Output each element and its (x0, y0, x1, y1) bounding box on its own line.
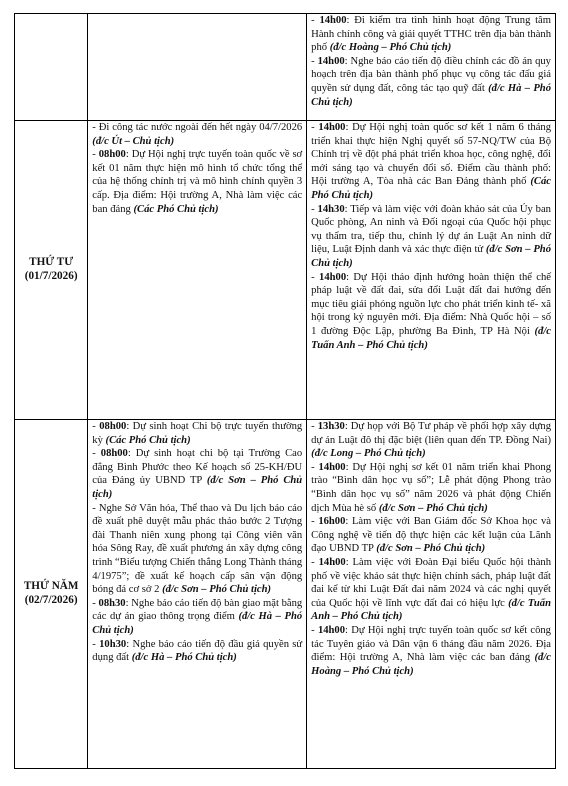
entry-time: 14h00 (318, 556, 346, 568)
schedule-entry: - 16h00: Làm việc với Ban Giám đốc Sở Khoa học và Công nghệ về tiến độ thực hiện các kết luận của Lãnh đạo UBND TP (đ/c Sơn – Phó Chủ tịch) (311, 516, 551, 555)
entry-text: : Dự họp với Bộ Tư pháp về phối hợp xây dựng dự án Luật đô thị đặc biệt (liên quan đến TP. Đồng Nai) (311, 421, 551, 446)
morning-cell (88, 121, 307, 420)
schedule-entry: - Nghe Sở Văn hóa, Thể thao và Du lịch báo cáo đề xuất phê duyệt mẫu phác thảo bước 2 Tượng đài Thanh niên xung phong tại Công viên văn hóa Sông Ray, đề xuất phương án xây dựng công trình “Biểu tượng Chiến thắng Long Thành tháng 4/1975”; đề xuất kế hoạch cấp sân vận động bóng đá cơ sở 2 (đ/c Sơn – Phó Chủ tịch) (92, 502, 303, 596)
entry-person: (Các Phó Chủ tịch) (311, 176, 551, 201)
entry-time: 08h00 (99, 421, 127, 432)
entry-person: (đ/c Tuấn Anh – Phó Chủ tịch) (311, 325, 551, 351)
entry-text: : Dự sinh hoạt Chi bộ trực tuyến thường kỳ (92, 421, 303, 446)
entry-person: (Các Phó Chủ tịch) (133, 203, 219, 215)
schedule-entry: - 13h30: Dự họp với Bộ Tư pháp về phối hợp xây dựng dự án Luật đô thị đặc biệt (liên quan đến TP. Đồng Nai) (đ/c Long – Phó Chủ tịch) (311, 421, 551, 460)
entry-person: (đ/c Tuấn Anh – Phó Chủ tịch) (311, 597, 551, 623)
entry-time: 14h00 (319, 15, 347, 26)
morning-cell (88, 14, 307, 121)
entry-text: : Dự Hội nghị trực tuyến toàn quốc về sơ kết 01 năm thực hiện mô hình tổ chức tổng thể của hệ thống chính trị và mô hình chính quyền 3 cấp. Địa điểm: Hội trường A, Nhà làm việc các ban đảng (92, 149, 303, 215)
entry-time: 14h00 (318, 122, 346, 133)
schedule-entry: - 14h00: Nghe báo cáo tiến độ điều chỉnh các đồ án quy hoạch trên địa bàn thành phố phục vụ công tác đấu giá quyền sử dụng đất, công tác tạo quỹ đất (đ/c Hà – Phó Chủ tịch) (311, 55, 551, 108)
entry-text: : Dự Hội nghị trực tuyến toàn quốc sơ kết công tác Tuyên giáo và Dân vận 6 tháng đầu năm 2026. Địa điểm: Hội trường A, Nhà làm việc các ban đảng (311, 624, 551, 664)
entry-person: (đ/c Hoàng – Phó Chủ tịch) (311, 652, 551, 677)
schedule-entry: - 08h00: Dự sinh hoạt Chi bộ trực tuyến thường kỳ (Các Phó Chủ tịch) (92, 421, 303, 446)
schedule-entry: - 14h00: Dự Hội nghị trực tuyến toàn quốc sơ kết công tác Tuyên giáo và Dân vận 6 tháng đầu năm 2026. Địa điểm: Hội trường A, Nhà làm việc các ban đảng (đ/c Hoàng – Phó Chủ tịch) (311, 624, 551, 677)
afternoon-cell (307, 14, 556, 121)
entry-text: : Nghe báo cáo tiến độ đầu giá quyền sử dụng đất (92, 638, 303, 664)
entry-person: (đ/c Sơn – Phó Chủ tịch) (92, 475, 303, 500)
schedule-row (15, 420, 556, 769)
entry-text: : Tiếp và làm việc với đoàn khảo sát của Ủy ban Quốc phòng, An ninh và Đối ngoại của Quốc hội phục vụ thẩm tra, tiếp thu, chỉnh lý dự án Luật An ninh dữ liệu, Luật Định danh và xác thực điện tử (311, 203, 551, 256)
entry-person: (đ/c Hoàng – Phó Chủ tịch) (329, 42, 452, 54)
entry-text: Nghe Sở Văn hóa, Thể thao và Du lịch báo cáo đề xuất phê duyệt mẫu phác thảo bước 2 Tượng đài Thanh niên xung phong tại Công viên văn hóa Sông Ray, đề xuất phương án xây dựng công trình “Biểu tượng Chiến thắng Long Thành tháng 4/1975”; đề xuất kế hoạch cấp sân vận động bóng đá cơ sở 2 (92, 502, 303, 596)
schedule-entry: - Đi công tác nước ngoài đến hết ngày 04/7/2026 (đ/c Út – Chủ tịch) (92, 122, 303, 147)
entry-person: (đ/c Long – Phó Chủ tịch) (311, 448, 426, 460)
schedule-row (15, 121, 556, 420)
afternoon-cell (307, 121, 556, 420)
entry-person: (đ/c Hà – Phó Chủ tịch) (131, 652, 237, 664)
entry-text: : Đi kiểm tra tình hình hoạt động Trung tâm Hành chính công và giải quyết TTHC trên địa bàn thành phố (311, 15, 551, 54)
entry-person: (đ/c Hà – Phó Chủ tịch) (311, 82, 551, 108)
entry-text: : Nghe báo cáo tiến độ bàn giao mặt bằng các dự án giao thông trọng điểm (92, 597, 303, 623)
schedule-entry: - 14h00: Đi kiểm tra tình hình hoạt động Trung tâm Hành chính công và giải quyết TTHC trên địa bàn thành phố (đ/c Hoàng – Phó Chủ tịch) (311, 15, 551, 54)
entry-text: : Làm việc với Ban Giám đốc Sở Khoa học và Công nghệ về tiến độ thực hiện các kết luận của Lãnh đạo UBND TP (311, 516, 551, 555)
entry-time: 14h00 (318, 461, 346, 473)
entry-text: : Dự Hội nghị sơ kết 01 năm triển khai Phong trào “Bình dân học vụ số”; Lễ phát động Phong trào “Bình dân học vụ số” năm 2026 và phát động Chiến dịch Mùa hè số (311, 461, 551, 514)
day-cell (15, 121, 88, 420)
entry-time: 14h30 (317, 203, 345, 215)
schedule-entry: - 14h30: Tiếp và làm việc với đoàn khảo sát của Ủy ban Quốc phòng, An ninh và Đối ngoại của Quốc hội phục vụ thẩm tra, tiếp thu, chỉnh lý dự án Luật An ninh dữ liệu, Luật Định danh và xác thực điện tử (đ/c Sơn – Phó Chủ tịch) (311, 203, 551, 269)
schedule-entry: - 08h30: Nghe báo cáo tiến độ bàn giao mặt bằng các dự án giao thông trọng điểm (đ/c Hà – Phó Chủ tịch) (92, 597, 303, 636)
entry-time: 08h00 (98, 149, 126, 161)
entry-person: (đ/c Út – Chủ tịch) (92, 135, 175, 147)
schedule-row (15, 14, 556, 121)
entry-text: : Dự Hội nghị toàn quốc sơ kết 1 năm 6 tháng triển khai thực hiện Nghị quyết số 57-NQ/TW của Bộ Chính trị về đột phá phát triển khoa học, công nghệ, đổi mới sáng tạo và chuyển đổi số. Điểm cầu thành phố: Hội trường A, Tòa nhà các Ban Đảng thành phố (311, 122, 551, 188)
entry-text: Đi công tác nước ngoài đến hết ngày 04/7/2026 (98, 122, 303, 133)
schedule-entry: - 14h00: Dự Hội thảo định hướng hoàn thiện thể chế pháp luật về đất đai, sửa đổi Luật đất đai hướng đến mục tiêu giải phóng nguồn lực cho phát triển kinh tế- xã hội trong kỷ nguyên mới. Địa điểm: Nhà Quốc hội – số 1 đường Độc Lập, phường Ba Đình, TP Hà Nội (đ/c Tuấn Anh – Phó Chủ tịch) (311, 271, 551, 351)
schedule-entry: - 14h00: Làm việc với Đoàn Đại biểu Quốc hội thành phố về việc khảo sát thực hiện chính sách, pháp luật đất đai kể từ khi Luật Đất đai năm 2024 và các nghị quyết của Quốc hội về lĩnh vực đất đai có hiệu lực (đ/c Tuấn Anh – Phó Chủ tịch) (311, 556, 551, 623)
day-date: (01/7/2026) (24, 270, 78, 282)
schedule-entry: - 08h00: Dự sinh hoạt chi bộ tại Trường Cao đẳng Bình Phước theo Kế hoạch số 25-KH/ĐU của Đảng ủy UBND TP (đ/c Sơn – Phó Chủ tịch) (92, 448, 303, 500)
afternoon-cell (307, 420, 556, 769)
entry-time: 08h30 (98, 597, 126, 609)
entry-person: (đ/c Sơn – Phó Chủ tịch) (311, 244, 551, 269)
schedule-entry: - 14h00: Dự Hội nghị sơ kết 01 năm triển khai Phong trào “Bình dân học vụ số”; Lễ phát động Phong trào “Bình dân học vụ số” năm 2026 và phát động Chiến dịch Mùa hè số (đ/c Sơn – Phó Chủ tịch) (311, 461, 551, 514)
schedule-entry: - 14h00: Dự Hội nghị toàn quốc sơ kết 1 năm 6 tháng triển khai thực hiện Nghị quyết số 57-NQ/TW của Bộ Chính trị về đột phá phát triển khoa học, công nghệ, đổi mới sáng tạo và chuyển đổi số. Điểm cầu thành phố: Hội trường A, Tòa nhà các Ban Đảng thành phố (Các Phó Chủ tịch) (311, 122, 551, 201)
entry-text: : Dự sinh hoạt chi bộ tại Trường Cao đẳng Bình Phước theo Kế hoạch số 25-KH/ĐU của Đảng ủy UBND TP (92, 448, 303, 487)
schedule-body (15, 14, 556, 769)
schedule-table (14, 13, 556, 769)
day-name: THỨ TƯ (29, 256, 74, 269)
entry-time: 14h00 (317, 624, 346, 636)
schedule-entry: - 10h30: Nghe báo cáo tiến độ đầu giá quyền sử dụng đất (đ/c Hà – Phó Chủ tịch) (92, 638, 303, 664)
entry-time: 13h30 (317, 421, 345, 432)
day-date: (02/7/2026) (24, 594, 78, 606)
day-cell (15, 420, 88, 769)
entry-time: 16h00 (318, 516, 346, 528)
entry-text: : Dự Hội thảo định hướng hoàn thiện thể chế pháp luật về đất đai, sửa đổi Luật đất đai hướng đến mục tiêu giải phóng nguồn lực cho phát triển kinh tế- xã hội trong kỷ nguyên mới. Địa điểm: Nhà Quốc hội – số 1 đường Độc Lập, phường Ba Đình, TP Hà Nội (311, 271, 551, 337)
day-name: THỨ NĂM (23, 580, 79, 593)
entry-time: 14h00 (319, 271, 347, 283)
morning-cell (88, 420, 307, 769)
day-cell (15, 14, 88, 121)
schedule-entry: - 08h00: Dự Hội nghị trực tuyến toàn quốc về sơ kết 01 năm thực hiện mô hình tổ chức tổng thể của hệ thống chính trị và mô hình chính quyền 3 cấp. Địa điểm: Hội trường A, Nhà làm việc các ban đảng (Các Phó Chủ tịch) (92, 149, 303, 215)
entry-time: 08h00 (100, 448, 128, 460)
entry-person: (đ/c Sơn – Phó Chủ tịch) (376, 543, 486, 555)
entry-text: : Nghe báo cáo tiến độ điều chỉnh các đồ án quy hoạch trên địa bàn thành phố phục vụ công tác đấu giá quyền sử dụng đất, công tác tạo quỹ đất (311, 55, 551, 94)
entry-text: : Làm việc với Đoàn Đại biểu Quốc hội thành phố về việc khảo sát thực hiện chính sách, pháp luật đất đai kể từ khi Luật Đất đai năm 2024 và các nghị quyết của Quốc hội về lĩnh vực đất đai có hiệu lực (311, 556, 551, 609)
entry-person: (đ/c Sơn – Phó Chủ tịch) (162, 584, 272, 596)
entry-person: (Các Phó Chủ tịch) (105, 434, 191, 446)
entry-time: 10h30 (99, 638, 127, 650)
entry-person: (đ/c Hà – Phó Chủ tịch) (92, 611, 303, 636)
entry-person: (đ/c Sơn – Phó Chủ tịch) (378, 502, 488, 514)
entry-time: 14h00 (317, 55, 345, 67)
